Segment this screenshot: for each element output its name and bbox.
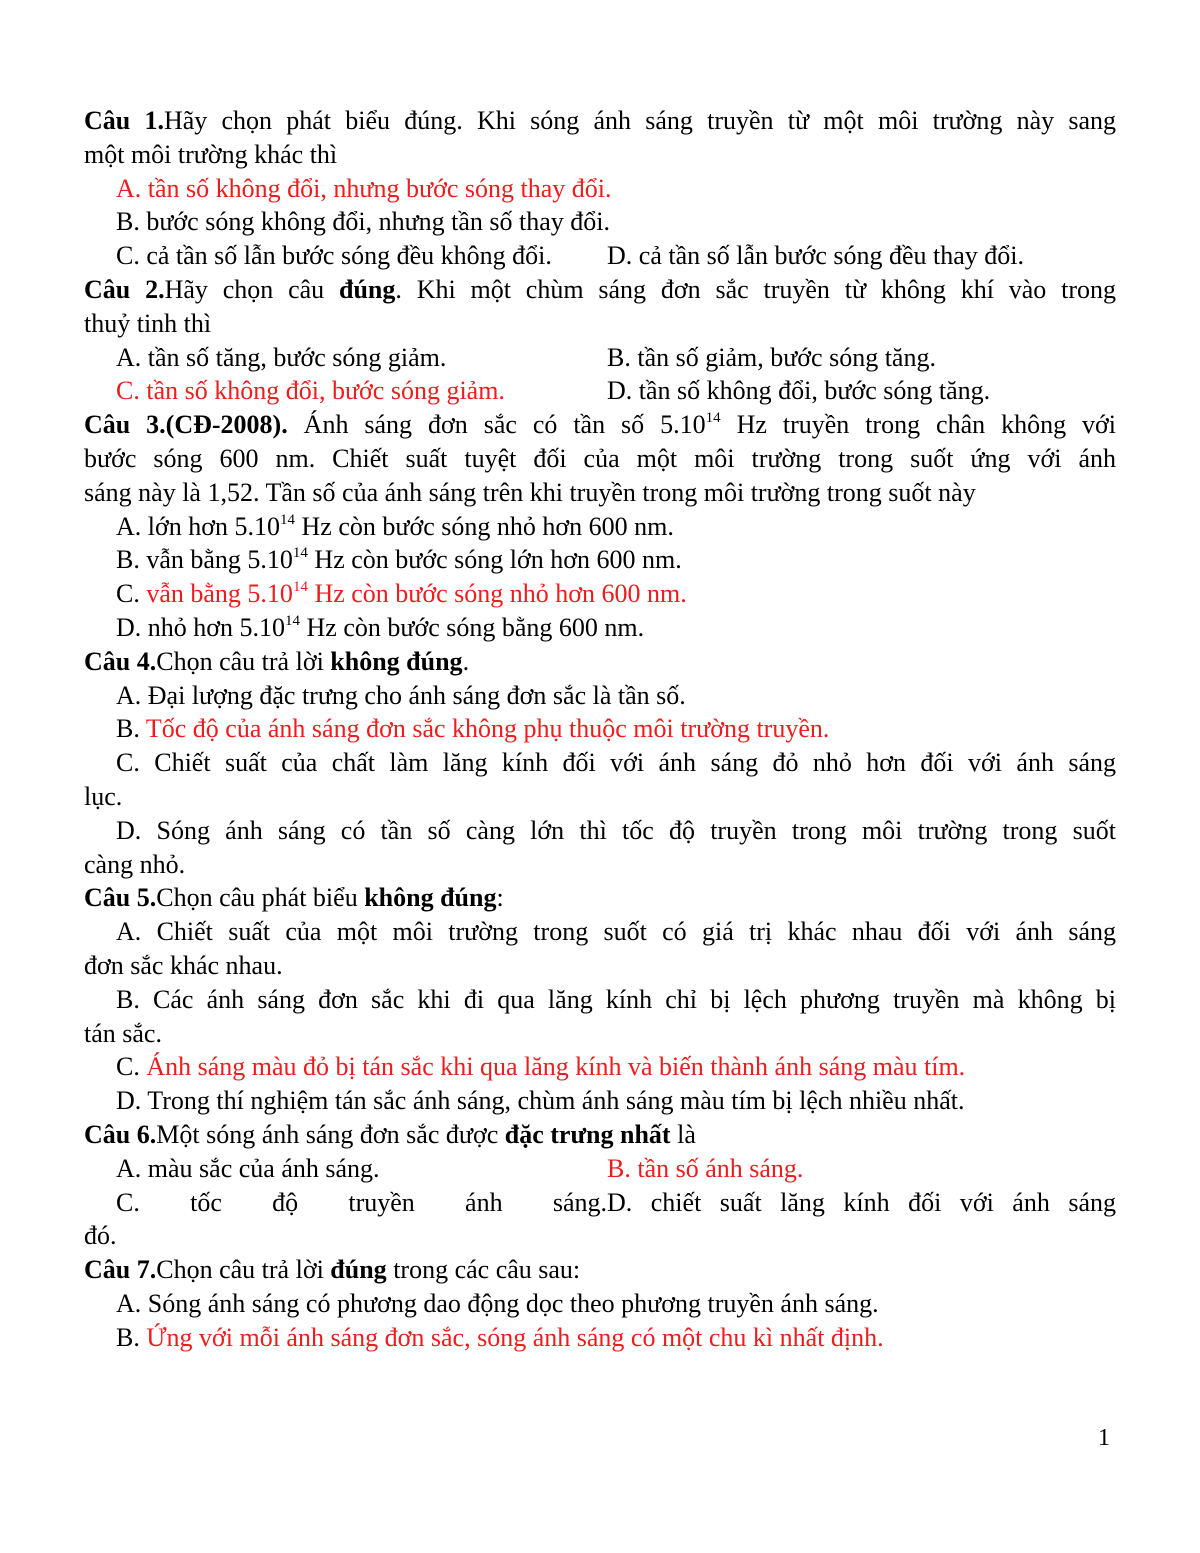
- q3-option-c: C. vẫn bằng 5.10$^{14}$ Hz còn bước sóng nhỏ hơn 600 nm.: [116, 579, 687, 609]
- q3-option-d: D. nhỏ hơn 5.10$^{14}$ Hz còn bước sóng bằng 600 nm.: [116, 612, 645, 642]
- q4-stem: Câu 4.Chọn câu trả lời không đúng.: [84, 646, 470, 676]
- q3-stem-line3: sáng này là 1,52. Tần số của ánh sáng trên khi truyền trong môi trường trong suốt này: [84, 477, 976, 507]
- q5-stem: Câu 5.Chọn câu phát biểu không đúng:: [84, 883, 504, 913]
- q1-stem-line1: Câu 1.Hãy chọn phát biểu đúng. Khi sóng ánh sáng truyền từ một môi trường này sang: [84, 106, 1116, 135]
- q4-option-c-line2: lục.: [84, 781, 123, 811]
- q1-stem-line2: một môi trường khác thì: [84, 139, 338, 169]
- q4-option-c-line1: C. Chiết suất của chất làm lăng kính đối với ánh sáng đỏ nhỏ hơn đối với ánh sáng: [116, 748, 1116, 778]
- q3-stem-line1: Câu 3.(CĐ-2008). Ánh sáng đơn sắc có tần số 5.10$^{14}$ Hz truyền trong chân không với: [84, 410, 1116, 440]
- q6-option-b: B. tần số ánh sáng.: [607, 1153, 804, 1183]
- q5-option-a-line2: đơn sắc khác nhau.: [84, 950, 283, 980]
- q7-stem: Câu 7.Chọn câu trả lời đúng trong các câu sau:: [84, 1255, 581, 1285]
- q2-stem-line1: Câu 2.Hãy chọn câu đúng. Khi một chùm sáng đơn sắc truyền từ không khí vào trong: [84, 274, 1116, 304]
- q6-options-ab: [84, 1152, 1116, 1186]
- quiz-page: [84, 104, 1116, 1354]
- q5-option-a-line1: A. Chiết suất của một môi trường trong suốt có giá trị khác nhau đối với ánh sáng: [116, 917, 1116, 947]
- q5-option-b-line1: B. Các ánh sáng đơn sắc khi đi qua lăng kính chỉ bị lệch phương truyền mà không bị: [116, 984, 1116, 1014]
- q5-option-d: D. Trong thí nghiệm tán sắc ánh sáng, chùm ánh sáng màu tím bị lệch nhiều nhất.: [116, 1086, 965, 1116]
- q6-options-cd: [84, 1186, 1116, 1220]
- q7-option-b: B. Ứng với mỗi ánh sáng đơn sắc, sóng ánh sáng có một chu kì nhất định.: [116, 1322, 884, 1352]
- q6-option-c: C. tốc độ truyền ánh sáng.: [116, 1187, 607, 1217]
- q1-option-c: C. cả tần số lẫn bước sóng đều không đổi.: [116, 241, 552, 271]
- q4-option-a: A. Đại lượng đặc trưng cho ánh sáng đơn sắc là tần số.: [116, 680, 686, 710]
- q2-option-b: B. tần số giảm, bước sóng tăng.: [607, 342, 936, 372]
- q6-option-d-line2: đó.: [84, 1221, 117, 1251]
- q1-option-a: A. tần số không đổi, nhưng bước sóng thay đổi.: [116, 173, 612, 203]
- q2-stem-line2: thuỷ tinh thì: [84, 308, 212, 338]
- q1-options-cd: [84, 239, 1116, 273]
- q2-options-cd: [84, 374, 1116, 408]
- q2-options-ab: [84, 341, 1116, 375]
- q3-stem-line2: bước sóng 600 nm. Chiết suất tuyệt đối của một môi trường trong suốt ứng với ánh: [84, 443, 1116, 473]
- q2-option-c: C. tần số không đổi, bước sóng giảm.: [116, 376, 505, 406]
- q1-option-d: D. cả tần số lẫn bước sóng đều thay đổi.: [607, 241, 1025, 271]
- q4-option-d-line2: càng nhỏ.: [84, 849, 186, 879]
- q6-option-d: D. chiết suất lăng kính đối với ánh sáng: [607, 1187, 1116, 1217]
- q3-option-b: B. vẫn bằng 5.10$^{14}$ Hz còn bước sóng lớn hơn 600 nm.: [116, 545, 682, 575]
- q1-option-b: B. bước sóng không đổi, nhưng tần số thay đổi.: [116, 207, 611, 237]
- q4-option-d-line1: D. Sóng ánh sáng có tần số càng lớn thì tốc độ truyền trong môi trường trong suốt: [116, 815, 1116, 845]
- q4-option-b: B. Tốc độ của ánh sáng đơn sắc không phụ thuộc môi trường truyền.: [116, 714, 830, 744]
- q2-option-a: A. tần số tăng, bước sóng giảm.: [116, 342, 447, 372]
- q6-option-a: A. màu sắc của ánh sáng.: [116, 1153, 380, 1183]
- q2-option-d: D. tần số không đổi, bước sóng tăng.: [607, 376, 991, 406]
- q3-option-a: A. lớn hơn 5.10$^{14}$ Hz còn bước sóng nhỏ hơn 600 nm.: [116, 511, 674, 541]
- page-number: 1: [1098, 1425, 1110, 1451]
- q6-stem: Câu 6.Một sóng ánh sáng đơn sắc được đặc trưng nhất là: [84, 1119, 696, 1149]
- q5-option-b-line2: tán sắc.: [84, 1018, 162, 1048]
- q7-option-a: A. Sóng ánh sáng có phương dao động dọc theo phương truyền ánh sáng.: [116, 1288, 879, 1318]
- q5-option-c: C. Ánh sáng màu đỏ bị tán sắc khi qua lăng kính và biến thành ánh sáng màu tím.: [116, 1052, 966, 1082]
